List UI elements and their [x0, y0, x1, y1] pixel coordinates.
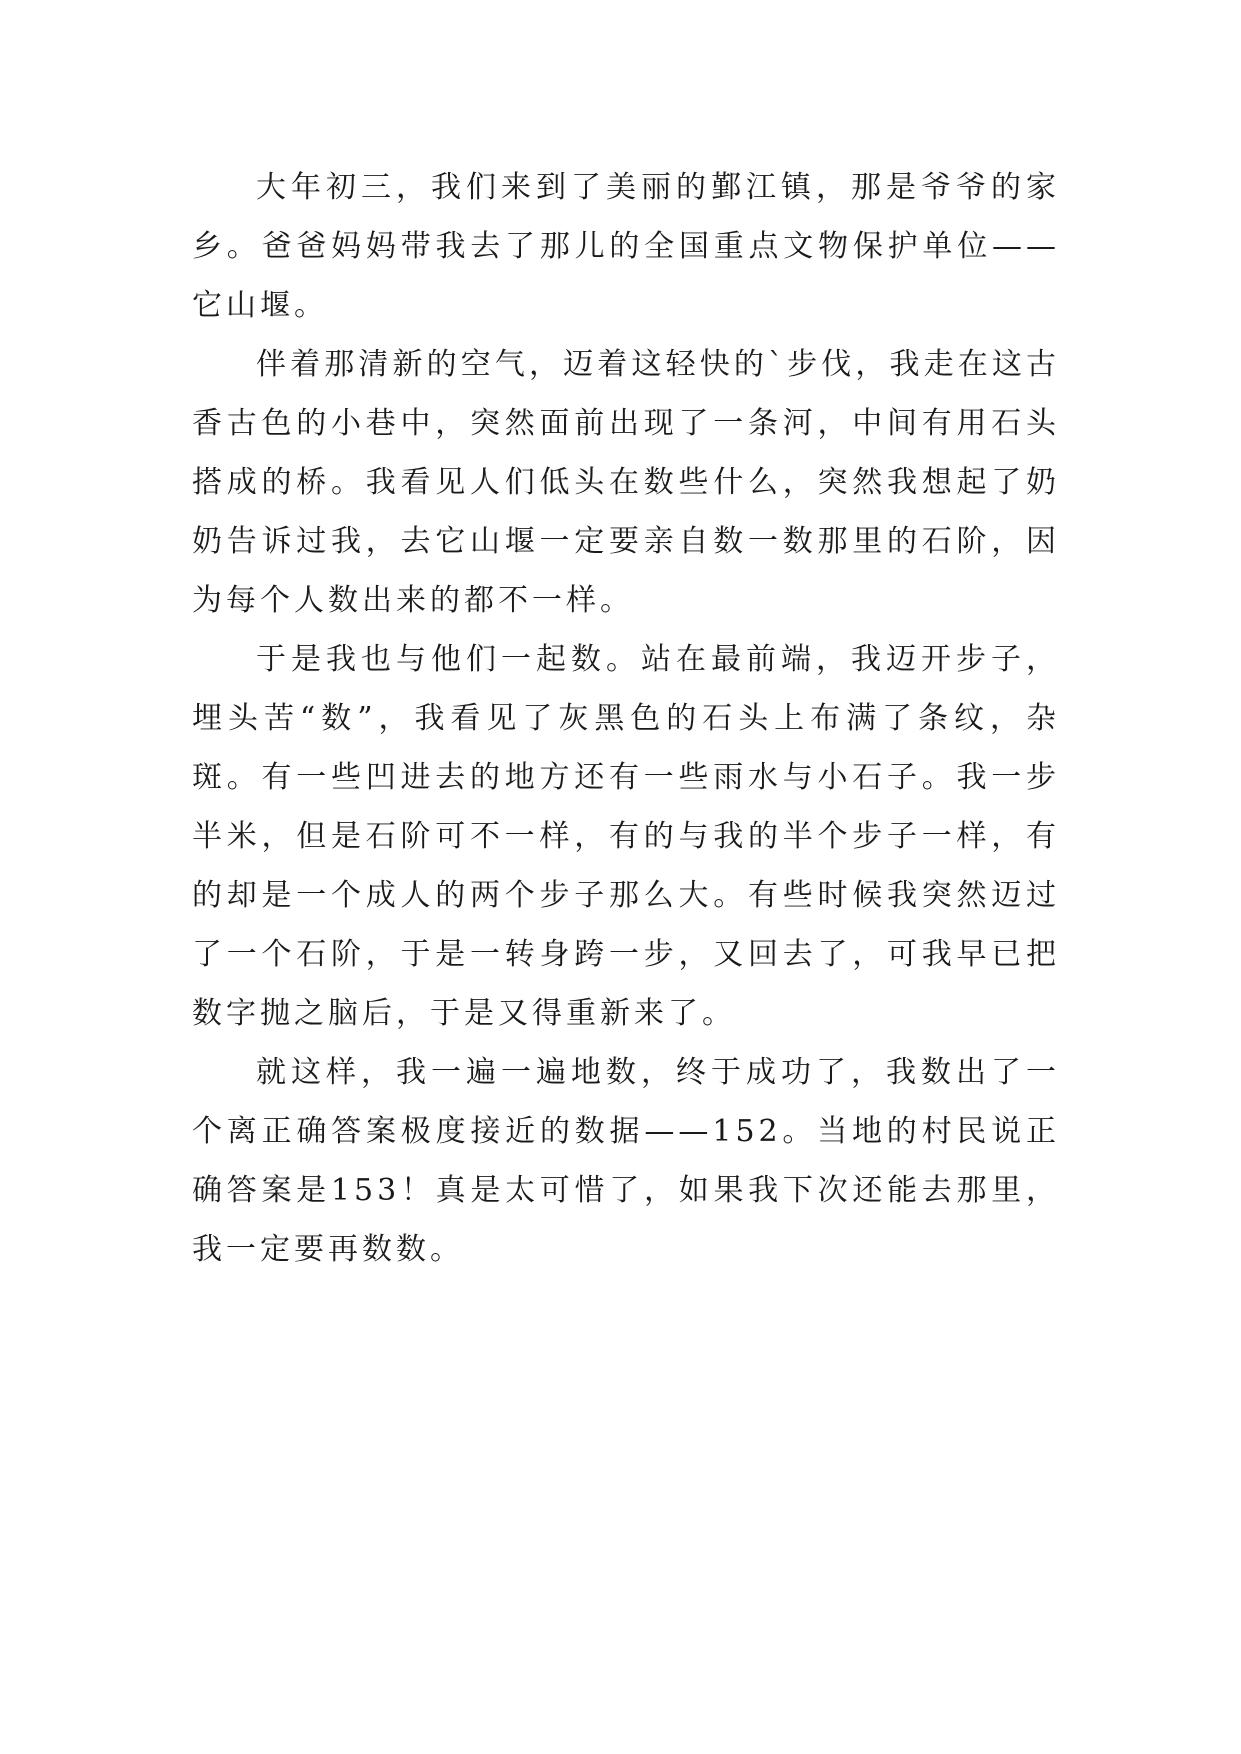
paragraph-4: 就这样，我一遍一遍地数，终于成功了，我数出了一个离正确答案极度接近的数据——152。当地的村民说正确答案是153！真是太可惜了，如果我下次还能去那里，我一定要再数数。 — [192, 1055, 1060, 1267]
paragraph-2: 伴着那清新的空气，迈着这轻快的`步伐，我走在这古香古色的小巷中，突然面前出现了一条河，中间有用石头搭成的桥。我看见人们低头在数些什么，突然我想起了奶奶告诉过我，去它山堰一定要亲自数一数那里的石阶，因为每个人数出来的都不一样。 — [192, 347, 1060, 618]
paragraph-3: 于是我也与他们一起数。站在最前端，我迈开步子，埋头苦“数”，我看见了灰黑色的石头上布满了条纹，杂斑。有一些凹进去的地方还有一些雨水与小石子。我一步半米，但是石阶可不一样，有的与我的半个步子一样，有的却是一个成人的两个步子那么大。有些时候我突然迈过了一个石阶，于是一转身跨一步，又回去了，可我早已把数字抛之脑后，于是又得重新来了。 — [192, 642, 1060, 1031]
paragraph-1: 大年初三，我们来到了美丽的鄞江镇，那是爷爷的家乡。爸爸妈妈带我去了那儿的全国重点文物保护单位——它山堰。 — [192, 170, 1060, 323]
essay-body — [192, 158, 1060, 1279]
